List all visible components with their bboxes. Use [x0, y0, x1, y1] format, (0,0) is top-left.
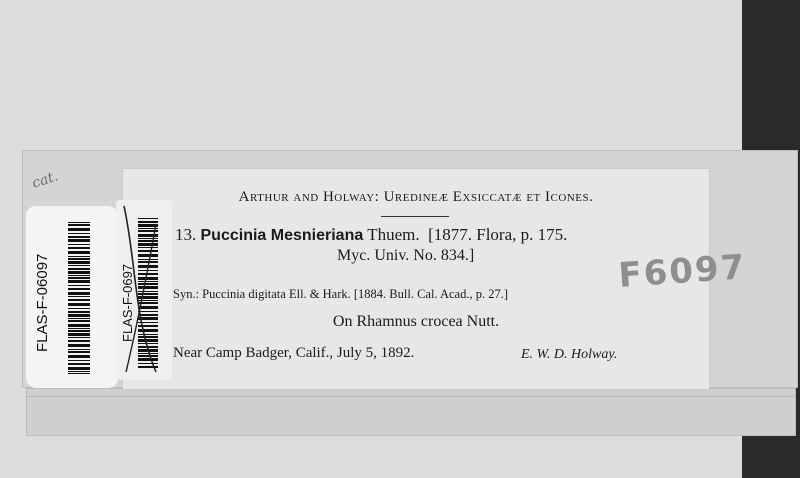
barcode-stripe: [68, 288, 90, 290]
barcode-stripe: [68, 280, 90, 283]
barcode-stripe: [68, 349, 90, 350]
barcode-stripe: [68, 265, 90, 266]
barcode-stripe: [68, 285, 90, 286]
barcode-stripe: [68, 261, 90, 264]
barcode-stripe: [68, 256, 90, 257]
barcode-stripe: [68, 363, 90, 365]
host-line: On Rhamnus crocea Nutt.: [332, 313, 500, 330]
barcode-stripe: [68, 244, 90, 245]
packet-fold-line: [26, 396, 796, 397]
accession-stamp: F6097: [617, 247, 748, 296]
label-title: Arthur and Holway: Uredineæ Exsiccatæ et Icones.: [238, 189, 594, 205]
barcode-stripe: [68, 373, 90, 374]
barcode-stripe: [68, 318, 90, 319]
barcode-stripe: [68, 314, 90, 317]
barcode-stripe: [68, 247, 90, 249]
barcode-stripe: [68, 239, 90, 242]
barcode-stripe: [68, 355, 90, 358]
title-rule: [381, 216, 449, 217]
barcode-stripe: [68, 333, 90, 336]
barcode-stripe: [68, 222, 90, 223]
barcode-1: [68, 222, 90, 374]
exsiccata-number: 13.: [175, 225, 197, 244]
species-line: [175, 225, 567, 245]
barcode-stripe: [68, 324, 90, 327]
barcode-stripe: [68, 228, 90, 231]
barcode-stripe: [68, 340, 90, 342]
barcode-stripe: [68, 292, 90, 295]
barcode-stripe: [68, 320, 90, 322]
barcode-stripe: [68, 367, 90, 370]
strike-through-mark: [116, 200, 172, 380]
barcode-stripe: [68, 268, 90, 270]
barcode-stripe: [68, 258, 90, 260]
barcode-stripe: [68, 236, 90, 238]
barcode-stripe: [68, 311, 90, 313]
barcode-stripe: [68, 277, 90, 279]
barcode-stripe: [68, 371, 90, 372]
barcode-stripe: [68, 360, 90, 361]
barcode-stripe: [68, 275, 90, 276]
barcode-stripe: [68, 303, 90, 306]
citation-1: [1877. Flora, p. 175.: [428, 225, 568, 244]
barcode-stripe: [68, 308, 90, 309]
pencil-note: cat.: [30, 168, 61, 192]
barcode-text-2: FLAS-F-0697: [120, 263, 135, 342]
collector-line: E. W. D. Holway.: [521, 347, 618, 362]
barcode-stripe: [68, 337, 90, 338]
barcode-stripe: [68, 251, 90, 254]
barcode-text-1: FLAS-F-06097: [34, 253, 51, 352]
barcode-stripe: [68, 224, 90, 226]
barcode-stripe: [68, 271, 90, 274]
barcode-stripe: [68, 351, 90, 353]
barcode-stripe: [68, 328, 90, 329]
barcode-stripe: [68, 233, 90, 234]
species-name: Puccinia Mesnieriana: [200, 227, 364, 244]
barcode-stripe: [68, 344, 90, 347]
barcode-stripe: [68, 296, 90, 297]
barcode-stripe: [68, 330, 90, 332]
locality-line: Near Camp Badger, Calif., July 5, 1892.: [173, 345, 415, 361]
citation-2: Myc. Univ. No. 834.]: [337, 247, 475, 264]
species-author: Thuem.: [367, 225, 420, 244]
barcode-stripe: [68, 299, 90, 301]
synonym-line: Syn.: Puccinia digitata Ell. & Hark. [1884. Bull. Cal. Acad., p. 27.]: [173, 287, 509, 301]
